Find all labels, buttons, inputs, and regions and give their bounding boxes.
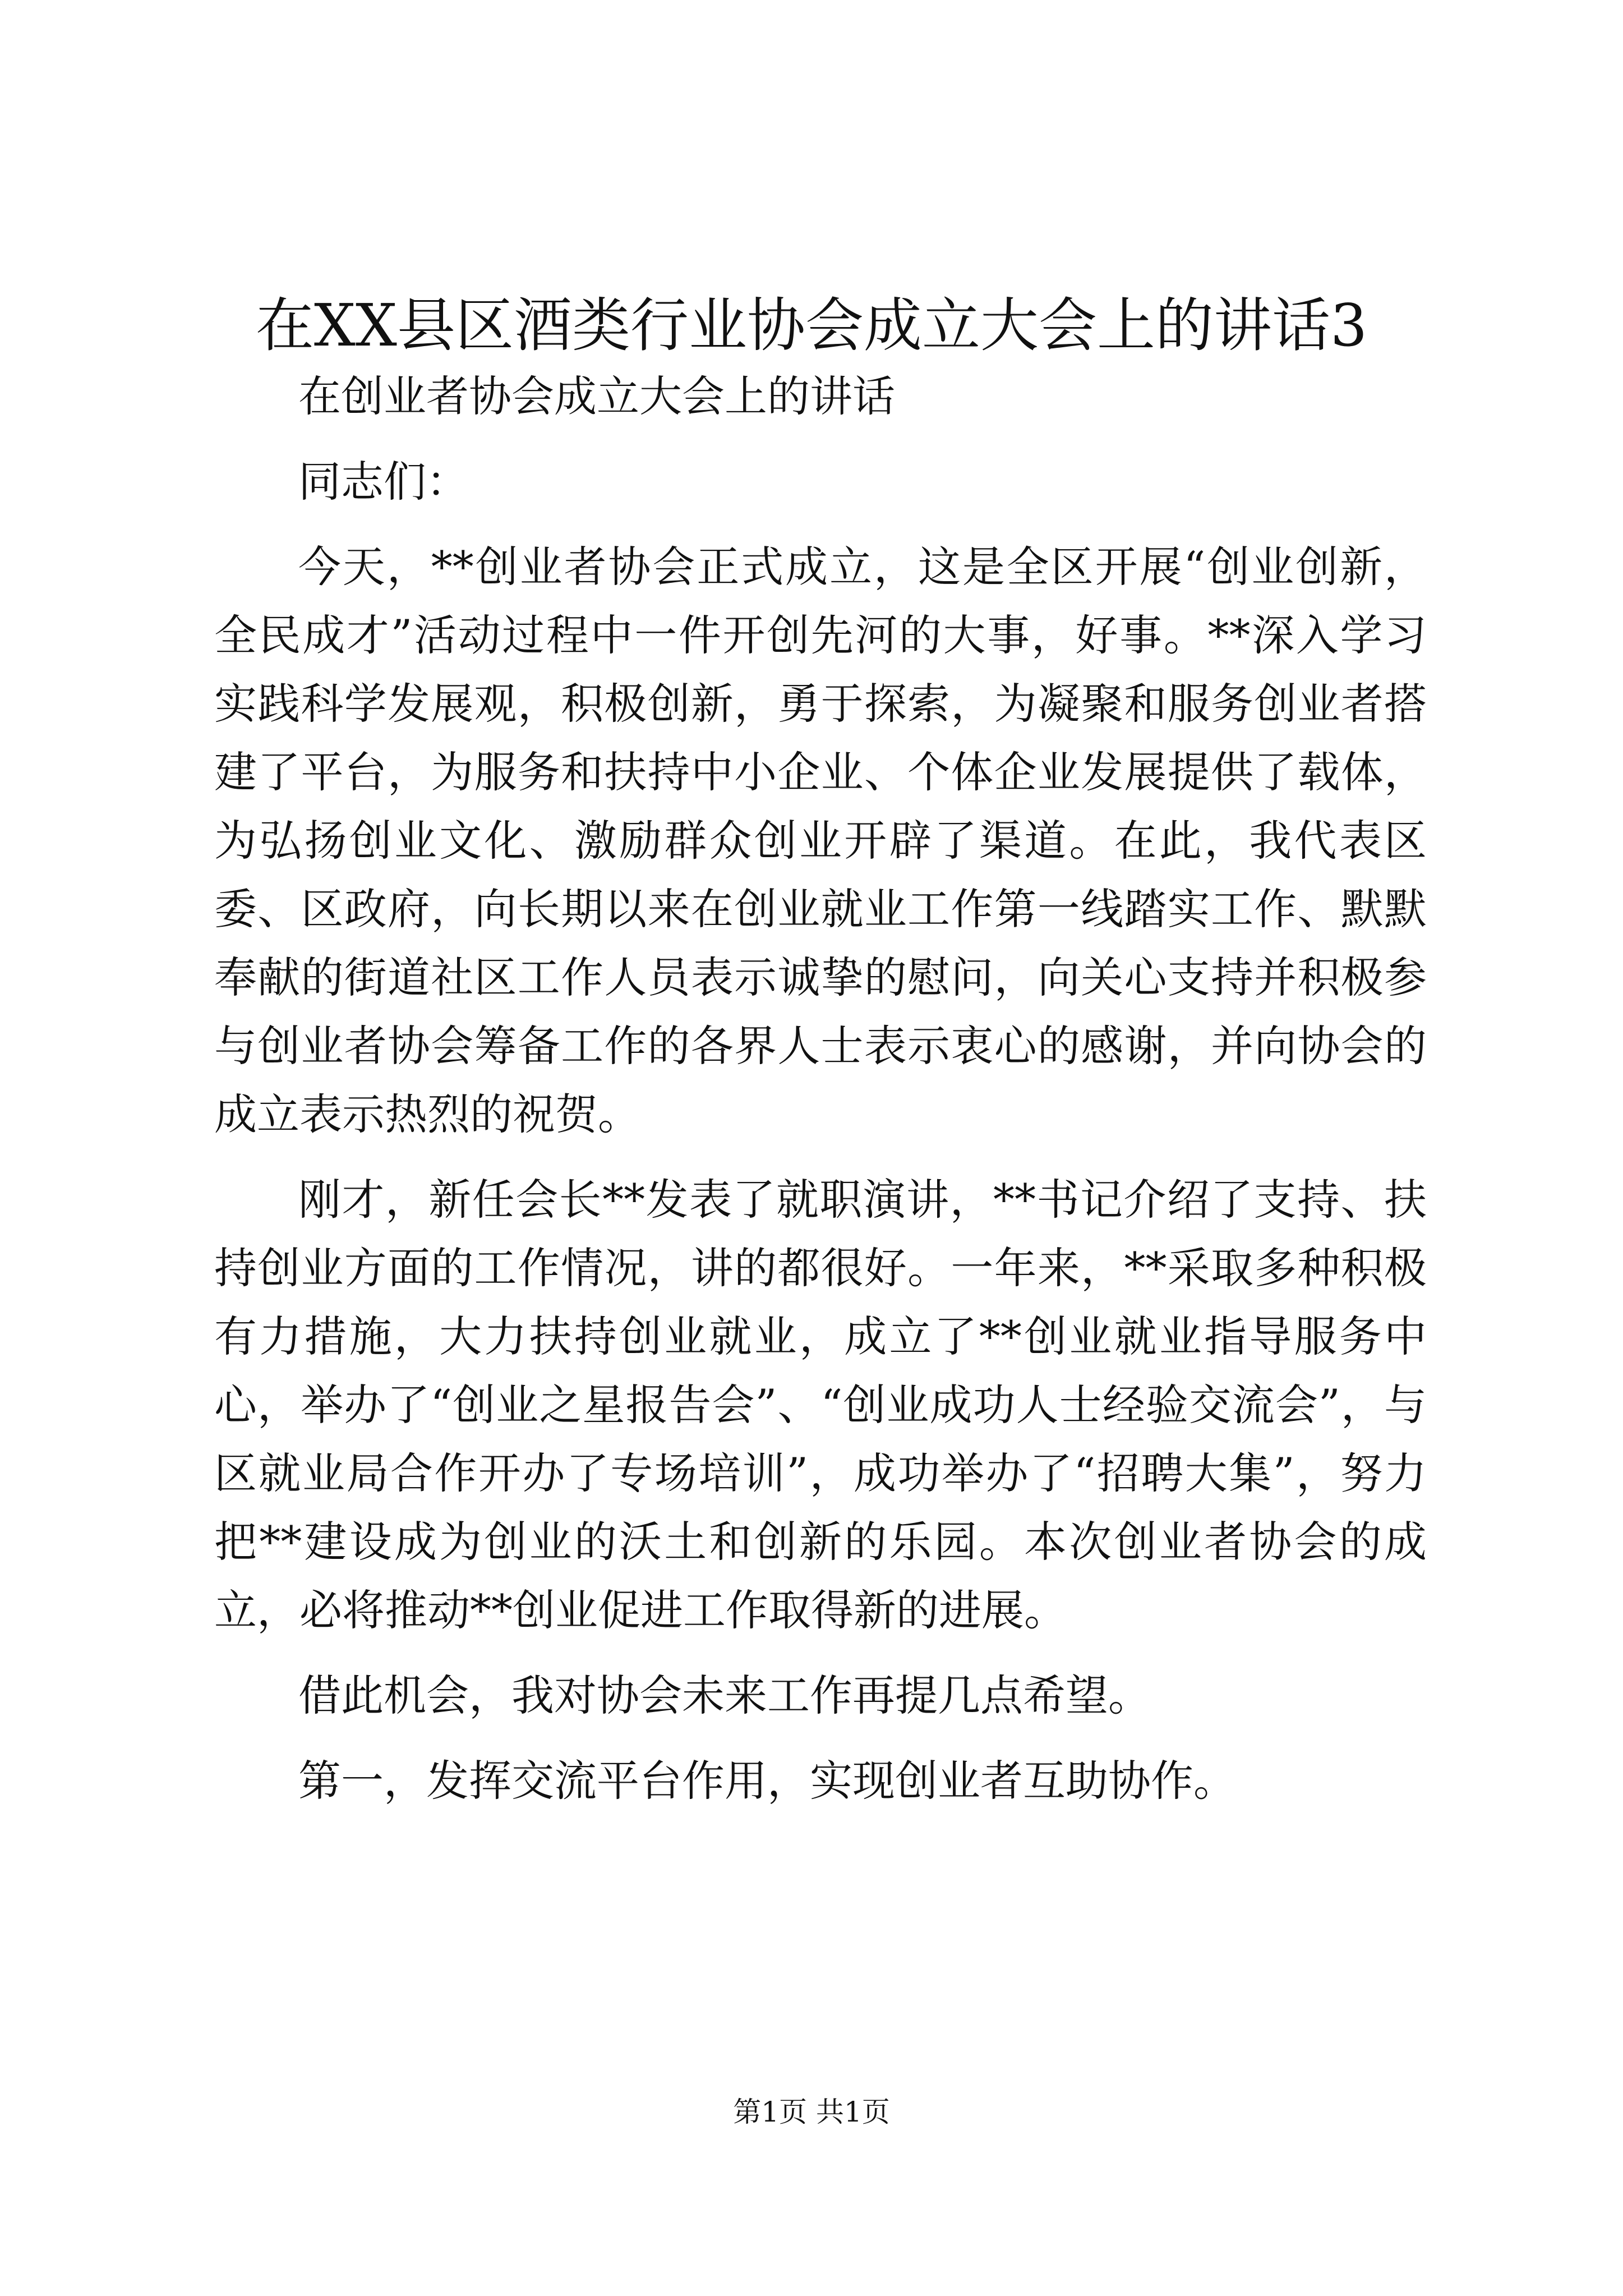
- paragraph-first-point: 第一，发挥交流平台作用，实现创业者互助协作。: [298, 1756, 1236, 1806]
- paragraph-hopes: 借此机会，我对协会未来工作再提几点希望。: [298, 1671, 1151, 1720]
- document-body: [214, 362, 1427, 1832]
- paragraph-greeting: 同志们：: [298, 457, 469, 507]
- page-footer: [0, 2092, 1623, 2132]
- document-title: 在XX县区酒类行业协会成立大会上的讲话3: [255, 291, 1368, 360]
- paragraph-opening: 今天，**创业者协会正式成立，这是全区开展“创业创新，全民成才”活动过程中一件开创先河的大事，好事。**深入学习实践科学发展观，积极创新，勇于探索，为凝聚和服务创业者搭建了平台，为服务和扶持中小企业、个体企业发展提供了载体，为弘扬创业文化、激励群众创业开辟了渠道。在此，我代表区委、区政府，向长期以来在创业就业工作第一线踏实工作、默默奉献的街道社区工作人员表示诚挚的慰问，向关心支持并积极参与创业者协会筹备工作的各界人士表示衷心的感谢，并向协会的成立表示热烈的祝贺。: [214, 542, 1427, 1139]
- page-number: 第1页 共1页: [733, 2096, 890, 2128]
- paragraph-achievements: 刚才，新任会长**发表了就职演讲，**书记介绍了支持、扶持创业方面的工作情况，讲的都很好。一年来，**采取多种积极有力措施，大力扶持创业就业，成立了**创业就业指导服务中心，举办了“创业之星报告会”、“创业成功人士经验交流会”，与区就业局合作开办了专场培训”，成功举办了“招聘大集”，努力把**建设成为创业的沃土和创新的乐园。本次创业者协会的成立，必将推动**创业促进工作取得新的进展。: [214, 1175, 1427, 1635]
- paragraph-subtitle: 在创业者协会成立大会上的讲话: [298, 371, 895, 421]
